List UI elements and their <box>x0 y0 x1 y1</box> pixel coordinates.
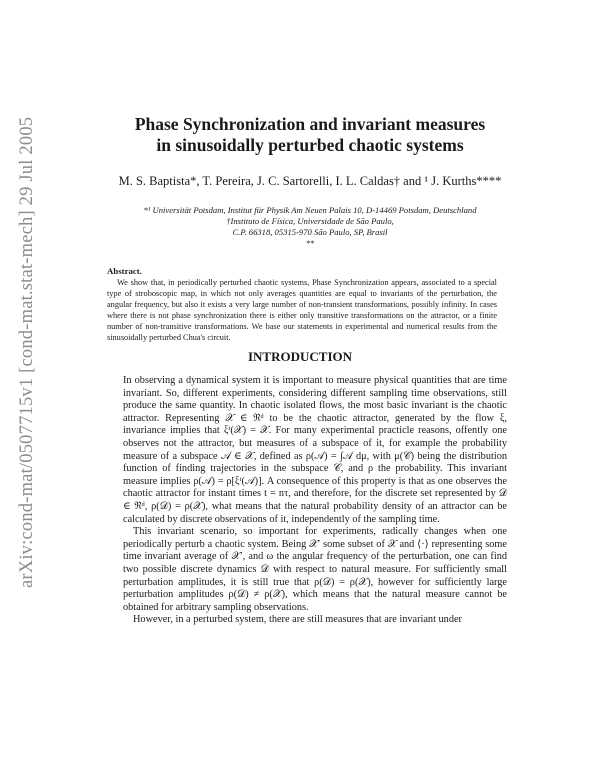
section-heading-introduction: INTRODUCTION <box>247 349 352 364</box>
affiliation-line-3: C.P. 66318, 05315-970 São Paulo, SP, Brasil <box>232 227 388 237</box>
abstract-text: We show that, in periodically perturbed chaotic systems, Phase Synchronization appears, associated to a special type of stroboscopic map, in which not only averages quantities are equal to invariants of the perturbation, the angular frequency, but also it exists a very large number of non-transient transformations, possibly infinity. In cases where there is not phase synchronization there is either only transitive transformations on the attractor, or a finite number of non-transitive transformations. We base our statements in experimental and numerical results from the sinusoidally perturbed Chua's circuit. <box>107 278 497 342</box>
title-line-1: Phase Synchronization and invariant measures <box>134 114 486 134</box>
affiliation-line-4: ** <box>305 238 315 248</box>
author-list: M. S. Baptista*, T. Pereira, J. C. Sartorelli, I. L. Caldas† and ¹ J. Kurths**** <box>118 174 502 188</box>
abstract-heading: Abstract. <box>107 266 142 276</box>
affiliation-line-2: †Instituto de Física, Universidade de São Paulo, <box>226 216 394 226</box>
arxiv-identifier-stamp: arXiv:cond-mat/0507715v1 [cond-mat.stat-mech] 29 Jul 2005 <box>17 116 37 588</box>
paragraph: However, in a perturbed system, there are still measures that are invariant under <box>133 614 462 626</box>
affiliations <box>100 205 520 249</box>
affiliation-line-1: *¹ Universität Potsdam, Institut für Physik Am Neuen Palais 10, D-14469 Potsdam, Deutschland <box>143 205 477 215</box>
introduction-body <box>123 375 507 627</box>
title-line-2: in sinusoidally perturbed chaotic systems <box>156 135 464 155</box>
paragraph: This invariant scenario, so important for experiments, radically changes when one periodically perturb a chaotic system. Being 𝒳′ some subset of 𝒳 and ⟨·⟩ representing some time invariant average of 𝒳′, and ω the angular frequency of the perturbation, one can find two possible discrete dynamics 𝒟 with respect to natural measure. For sufficiently small perturbation amplitudes, it is still true that ρ(𝒟) = ρ(𝒳), however for sufficiently large perturbation amplitudes ρ(𝒟) ≠ ρ(𝒳), which means that the natural measure cannot be obtained for arbitrary sampling observations. <box>123 526 507 613</box>
paper-title <box>90 114 530 156</box>
paragraph: In observing a dynamical system it is important to measure physical quantities that are time invariant. So, different experiments, considering different sampling time observations, still produce the same quantity. In chaotic isolated flows, the most basic invariant is the chaotic attractor. Representing 𝒳 ∈ ℜᵈ to be the chaotic attractor, generated by the flow ξ, invariance implies that ξᵗ(𝒳) = 𝒳. For many experimental practicle reasons, offently one observes not the attractor, but measures of a subspace of it, for example the probability measure of a subspace 𝒜 ∈ 𝒳, defined as ρ(𝒜) = ∫𝒜 dμ, with μ(𝒞) being the distribution function of finding trajectories in the subspace 𝒞, and ρ the probability. This invariant measure implies ρ(𝒜) = ρ[ξᵗ(𝒜)]. A consequence of this property is that as one observes the chaotic attractor for instant times t = nτ, and therefore, for the discrete set represented by 𝒟 ∈ ℜᵈ, ρ(𝒟) = ρ(𝒳), what means that the natural probability density of an attractor can be calculated by discrete observations of it, independently of the sampling time. <box>123 375 507 525</box>
